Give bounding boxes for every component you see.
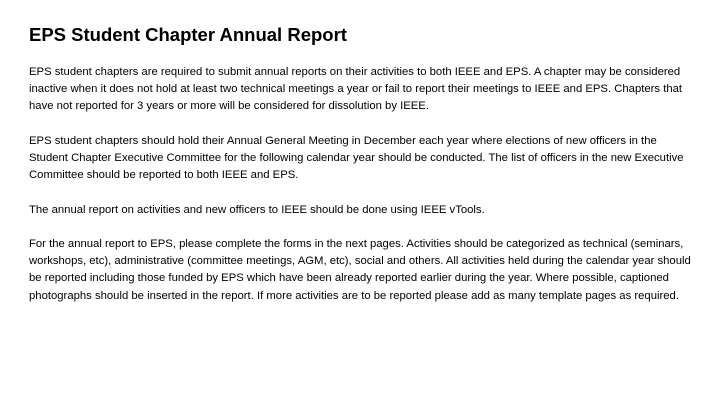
paragraph-ieee-vtools: The annual report on activities and new officers to IEEE should be done using IEEE vTools.	[29, 203, 485, 216]
paragraph-eps-report-forms: For the annual report to EPS, please complete the forms in the next pages. Activities should be categorized as technical (seminars, workshops, etc), administrative (committee meetings, AGM, etc), social and others. All activities held during the calendar year should be reported including those funded by EPS which have been already reported earlier during the year. Where possible, captioned photographs should be inserted in the report. If more activities are to be reported please add as many template pages as required.	[29, 237, 691, 302]
paragraph-annual-general-meeting: EPS student chapters should hold their Annual General Meeting in December each year where elections of new officers in the Student Chapter Executive Committee for the following calendar year should be conducted. The list of officers in the new Executive Committee should be reported to both IEEE and EPS.	[29, 134, 684, 182]
paragraph-reporting-requirements: EPS student chapters are required to submit annual reports on their activities to both IEEE and EPS. A chapter may be considered inactive when it does not hold at least two technical meetings a year or fail to report their meetings to IEEE and EPS. Chapters that have not reported for 3 years or more will be considered for dissolution by IEEE.	[29, 66, 683, 113]
slide-body	[29, 64, 693, 305]
slide-title: EPS Student Chapter Annual Report	[29, 24, 347, 45]
